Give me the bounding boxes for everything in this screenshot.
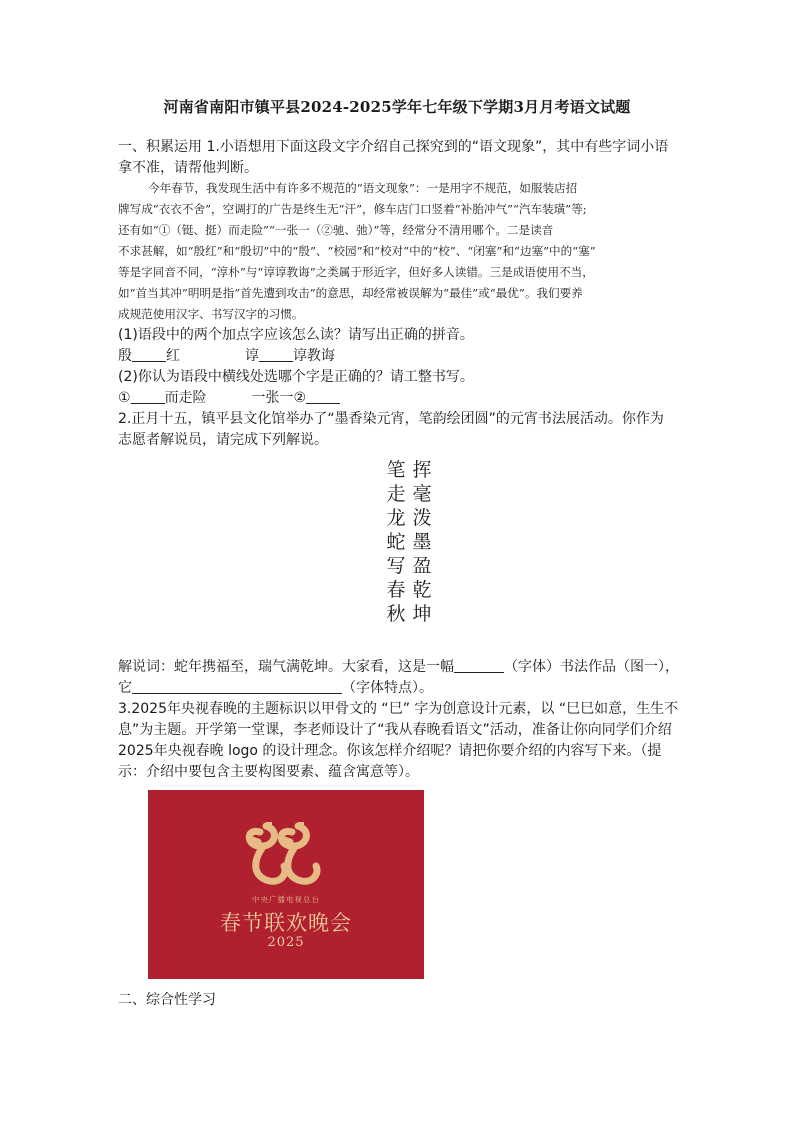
explain-text-b: （字体）书法作品（图一）， xyxy=(504,659,679,675)
couplet-char: 泼 xyxy=(412,507,432,529)
q1-blank-b[interactable] xyxy=(259,347,293,362)
couplet-char: 盈 xyxy=(412,555,432,577)
couplet-right-column xyxy=(410,458,434,626)
couplet-char: 乾 xyxy=(412,579,432,601)
passage-line-7: 成规范使用汉字、书写汉字的习惯。 xyxy=(118,307,304,321)
couplet-char: 龙 xyxy=(386,507,406,529)
passage-line-4: 不求甚解，如“殷红”和“殷切”中的“殷”、“校园”和“校对”中的“校”、“闭塞”和“边塞”中的“塞” xyxy=(118,244,596,258)
explain-line-2 xyxy=(118,678,433,698)
couplet-char: 墨 xyxy=(412,531,432,553)
couplet-char: 写 xyxy=(386,555,406,577)
q1-char-b2: 谆教诲 xyxy=(292,348,335,364)
q2-label-a: ① xyxy=(118,390,131,406)
item-3-line-4: 示：介绍中要包含主要构图要素、蕴含寓意等）。 xyxy=(118,764,419,780)
couplet-char: 挥 xyxy=(412,459,432,481)
section1-heading: 一、积累运用 1.小语想用下面这段文字介绍自己探究到的“语文现象”，其中有些字词小语 xyxy=(118,139,669,155)
font-type-blank[interactable] xyxy=(454,658,504,673)
question-2-answers xyxy=(118,388,340,408)
couplet-char: 春 xyxy=(386,579,406,601)
section2-heading: 二、综合性学习 xyxy=(118,992,216,1008)
couplet-char: 秋 xyxy=(386,603,406,625)
couplet-char: 笔 xyxy=(386,459,406,481)
page-title: 河南省南阳市镇平县2024-2025学年七年级下学期3月月考语文试题 xyxy=(163,98,631,116)
passage-line-5: 等是字同音不同，“淳朴”与“谆谆教诲”之类属于形近字，但好多人读错。三是成语使用不当， xyxy=(118,265,594,279)
explain-text-d: （字体特点）。 xyxy=(342,680,433,696)
item-2-intro: 2.正月十五，镇平县文化馆举办了“墨香染元宵，笔韵绘团圆”的元宵书法展活动。你作为 xyxy=(118,411,664,427)
q2-blank-b[interactable] xyxy=(306,389,340,404)
question-1-answers xyxy=(118,346,335,366)
item-2-intro-cont: 志愿者解说员，请完成下列解说。 xyxy=(118,432,328,448)
explain-text-a: 解说词：蛇年携福至，瑞气满乾坤。大家看，这是一幅 xyxy=(118,659,454,675)
q1-blank-a[interactable] xyxy=(132,347,166,362)
explain-line-1 xyxy=(118,657,679,677)
q1-char-b: 谆 xyxy=(244,348,259,364)
q2-label-b: 一张一② xyxy=(251,390,307,406)
couplet-char: 坤 xyxy=(412,603,432,625)
q1-char-a: 殷 xyxy=(118,348,132,364)
passage-line-1: 今年春节，我发现生活中有许多不规范的“语文现象”：一是用字不规范，如服装店招 xyxy=(148,181,578,195)
font-feature-blank[interactable] xyxy=(132,679,342,694)
item-3-line-3: 2025年央视春晚 logo 的设计理念。你该怎样介绍呢？请把你要介绍的内容写下来。（提 xyxy=(118,743,662,759)
question-2: (2)你认为语段中横线处选哪个字是正确的？请工整书写。 xyxy=(118,369,474,385)
item-3-line-2: 息”为主题。开学第一堂课，李老师设计了“我从春晚看语文”活动，准备让你向同学们介绍 xyxy=(118,722,672,738)
q2-blank-a[interactable] xyxy=(131,389,165,404)
passage-line-3: 还有如“①（铤、挺）而走险”“一张一（②驰、弛）”等，经常分不清用哪个。二是读音 xyxy=(118,223,554,237)
section1-heading-cont: 拿不准，请帮他判断。 xyxy=(118,160,258,176)
couplet-char: 走 xyxy=(386,483,406,505)
si-glyph-emblem-icon xyxy=(148,790,424,979)
spring-gala-logo-image xyxy=(148,790,424,979)
passage-line-6: 如“首当其冲”明明是指“首先遭到攻击”的意思，却经常被误解为“最佳”或“最优”。我们要养 xyxy=(118,286,583,300)
couplet-char: 蛇 xyxy=(386,531,406,553)
couplet-char: 毫 xyxy=(412,483,432,505)
couplet-left-column xyxy=(384,458,408,626)
explain-text-c: 它 xyxy=(118,680,132,696)
passage-line-2: 牌写成“衣衣不舍”，空调打的广告是终生无“汗”，修车店门口竖着“补胎冲气”“汽车装璜”等; xyxy=(118,202,587,216)
logo-year: 2025 xyxy=(267,935,305,950)
item-3-line-1: 3.2025年央视春晚的主题标识以甲骨文的 “巳” 字为创意设计元素，以 “巳巳如意，生生不 xyxy=(118,701,679,717)
q1-char-a2: 红 xyxy=(166,348,180,364)
logo-small-caption: 中央广播电视总台 xyxy=(252,895,320,904)
q2-text-a: 而走险 xyxy=(164,390,207,406)
logo-main-title: 春节联欢晚会 xyxy=(220,911,352,935)
question-1: (1)语段中的两个加点字应该怎么读？请写出正确的拼音。 xyxy=(118,327,474,343)
